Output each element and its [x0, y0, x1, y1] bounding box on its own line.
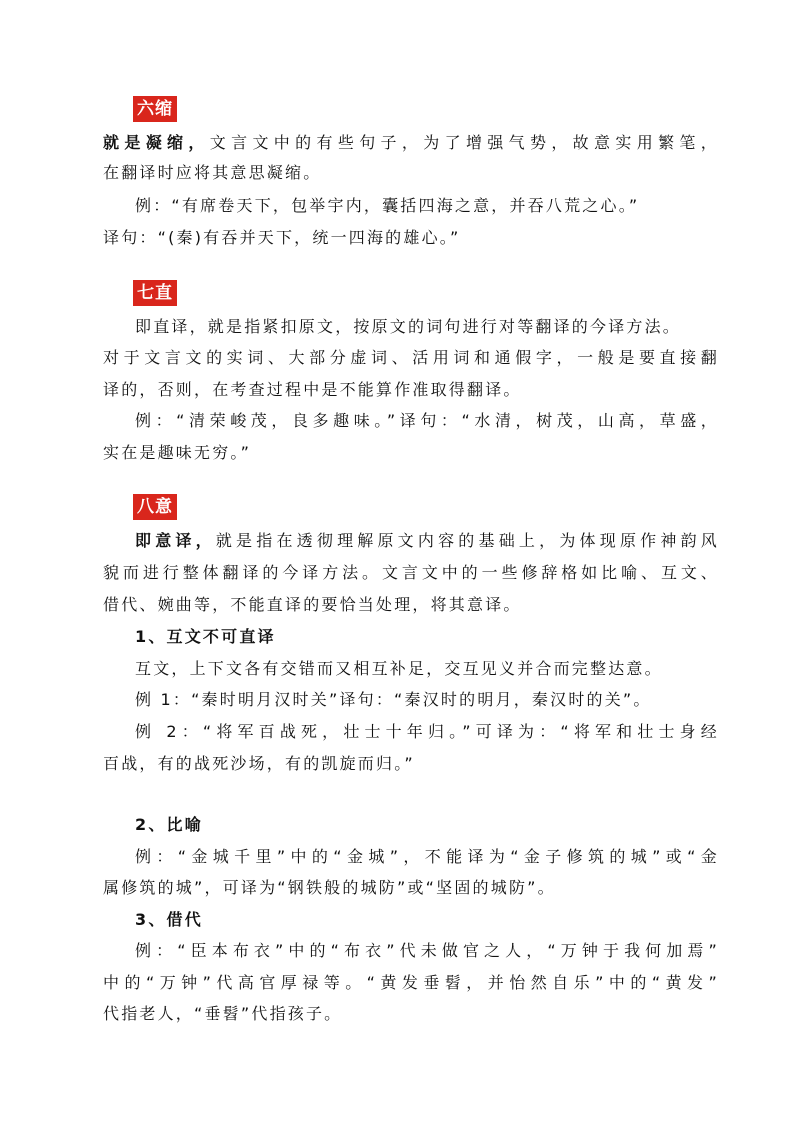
paragraph-line: 例：“臣本布衣”中的“布衣”代未做官之人，“万钟于我何加焉”: [135, 941, 719, 960]
paragraph-line: 实在是趣味无穷。”: [103, 443, 252, 462]
paragraph-line: 中的“万钟”代高官厚禄等。“黄发垂髫，并怡然自乐”中的“黄发”: [103, 973, 719, 992]
paragraph-line: 在翻译时应将其意思凝缩。: [103, 163, 322, 182]
subsection-title: 3、借代: [135, 910, 203, 929]
paragraph-line: 属修筑的城”，可译为“钢铁般的城防”或“坚固的城防”。: [103, 878, 556, 897]
paragraph-line: 借代、婉曲等，不能直译的要恰当处理，将其意译。: [103, 595, 522, 614]
paragraph-line: 百战，有的战死沙场，有的凯旋而归。”: [103, 754, 415, 773]
paragraph-line: 代指老人，“垂髫”代指孩子。: [103, 1004, 343, 1023]
paragraph-line: 例：“清荣峻茂，良多趣味。”译句：“水清，树茂，山高，草盛，: [135, 411, 719, 430]
paragraph-line: 译的，否则，在考查过程中是不能算作准取得翻译。: [103, 380, 522, 399]
section-badge-eight: 八意: [133, 494, 177, 520]
paragraph-line: 貌而进行整体翻译的今译方法。文言文中的一些修辞格如比喻、互文、: [103, 563, 719, 582]
line-text: 就是指在透彻理解原文内容的基础上，为体现原作神韵风: [215, 531, 719, 550]
paragraph-line: 译句：“(秦)有吞并天下，统一四海的雄心。”: [103, 228, 461, 247]
paragraph-line: [135, 531, 719, 551]
paragraph-line: 对于文言文的实词、大部分虚词、活用词和通假字，一般是要直接翻: [103, 348, 719, 367]
section-badge-seven: 七直: [133, 280, 177, 306]
bold-term: 即意译，: [135, 531, 216, 550]
subsection-title: 1、互文不可直译: [135, 627, 276, 646]
section-badge-six: 六缩: [133, 96, 177, 122]
paragraph-line: 例 2：“将军百战死，壮士十年归。”可译为：“将军和壮士身经: [135, 722, 719, 741]
paragraph-line: 互文，上下文各有交错而又相互补足，交互见义并合而完整达意。: [135, 659, 663, 678]
line-text: 文言文中的有些句子，为了增强气势，故意实用繁笔，: [209, 133, 719, 152]
paragraph-line: 例：“金城千里”中的“金城”，不能译为“金子修筑的城”或“金: [135, 847, 719, 866]
paragraph-line: 即直译，就是指紧扣原文，按原文的词句进行对等翻译的今译方法。: [135, 317, 682, 336]
paragraph-line: [103, 133, 719, 153]
subsection-title: 2、比喻: [135, 815, 203, 834]
paragraph-line: 例 1：“秦时明月汉时关”译句：“秦汉时的明月，秦汉时的关”。: [135, 690, 652, 709]
bold-term: 就是凝缩，: [103, 133, 210, 152]
paragraph-line: 例：“有席卷天下，包举宇内，囊括四海之意，并吞八荒之心。”: [135, 196, 640, 215]
